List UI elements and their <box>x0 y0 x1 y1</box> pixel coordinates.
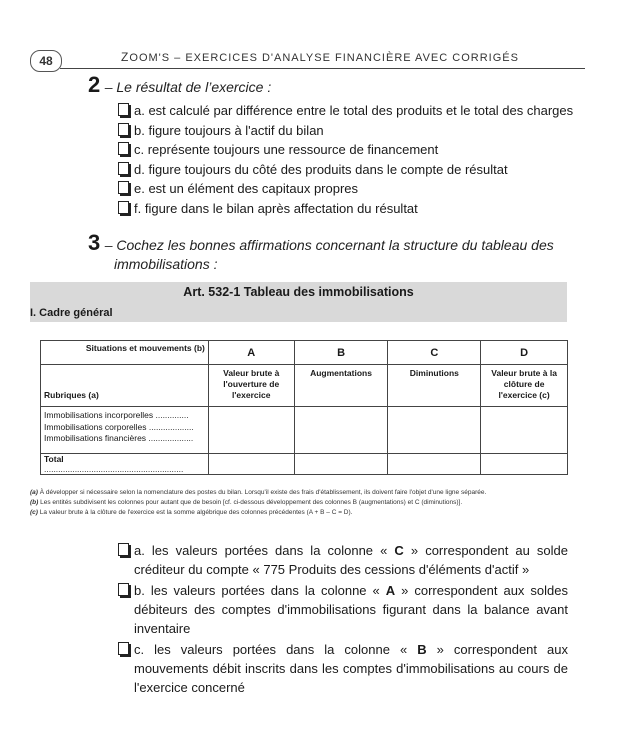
option-a[interactable]: a. est calculé par différence entre le total des produits et le total des charges <box>118 101 573 121</box>
question-3-options <box>118 541 568 697</box>
note-c: (c) La valeur brute à la clôture de l'exercice est la somme algébrique des colonnes précédentes (A + B – C = D). <box>30 509 353 516</box>
column-label-b: Augmentations <box>294 365 388 407</box>
checkbox-icon[interactable] <box>118 642 129 655</box>
total-b <box>294 454 388 475</box>
page-number: 48 <box>30 50 62 72</box>
note-b: (b) Les entités subdivisent les colonnes pour autant que de besoin [cf. ci-dessous développement des colonnes B (augmentations) et C (diminutions)]. <box>30 499 463 506</box>
question-2-heading <box>88 72 271 98</box>
checkbox-icon[interactable] <box>118 201 129 214</box>
cell-b <box>294 407 388 454</box>
checkbox-icon[interactable] <box>118 583 129 596</box>
checkbox-icon[interactable] <box>118 103 129 116</box>
total-c <box>388 454 481 475</box>
answer-a[interactable]: a. les valeurs portées dans la colonne « C » correspondent au solde créditeur du compte « 775 Produits des cessions d'éléments d'actif » <box>118 541 568 579</box>
total-row-label: Total ........................................................... <box>41 454 209 475</box>
checkbox-icon[interactable] <box>118 142 129 155</box>
total-a <box>208 454 294 475</box>
rubriques-rows <box>41 407 209 454</box>
column-label-a: Valeur brute à l'ouverture de l'exercice <box>208 365 294 407</box>
column-letter-d: D <box>481 341 568 365</box>
option-e[interactable]: e. est un élément des capitaux propres <box>118 179 573 199</box>
question-title: – Le résultat de l’exercice : <box>104 79 272 95</box>
column-letter-b: B <box>294 341 388 365</box>
row-financieres: Immobilisations financières ................... <box>44 433 194 443</box>
checkbox-icon[interactable] <box>118 123 129 136</box>
column-letter-c: C <box>388 341 481 365</box>
option-f[interactable]: f. figure dans le bilan après affectation du résultat <box>118 199 573 219</box>
cell-c <box>388 407 481 454</box>
option-b[interactable]: b. figure toujours à l'actif du bilan <box>118 121 573 141</box>
checkbox-icon[interactable] <box>118 162 129 175</box>
cell-d <box>481 407 568 454</box>
section-title: I. Cadre général <box>30 307 113 319</box>
cell-a <box>208 407 294 454</box>
article-title: Art. 532-1 Tableau des immobilisations <box>183 285 414 299</box>
question-2-options <box>118 101 573 218</box>
question-number: 3 <box>88 230 101 255</box>
question-title: – Cochez les bonnes affirmations concernant la structure du tableau des <box>104 237 554 253</box>
rubriques-header: Rubriques (a) <box>41 365 209 407</box>
header-rule <box>60 68 585 69</box>
checkbox-icon[interactable] <box>118 543 129 556</box>
checkbox-icon[interactable] <box>118 181 129 194</box>
situations-header: Situations et mouvements (b) <box>41 341 209 365</box>
question-number: 2 <box>88 72 101 97</box>
article-band <box>30 282 567 322</box>
table-notes <box>30 488 570 518</box>
row-incorporelles: Immobilisations incorporelles .............. <box>44 410 189 420</box>
note-a: (a) À développer si nécessaire selon la nomenclature des postes du bilan. Lorsqu'il existe des frais d'établissement, ils doivent faire l'objet d'une ligne séparée. <box>30 489 487 496</box>
column-letter-a: A <box>208 341 294 365</box>
option-c[interactable]: c. représente toujours une ressource de financement <box>118 140 573 160</box>
question-3-heading <box>88 230 568 272</box>
column-label-d: Valeur brute à la clôture de l'exercice (c) <box>481 365 568 407</box>
total-d <box>481 454 568 475</box>
immobilisations-table <box>40 340 568 475</box>
running-title: ZOOM'S – EXERCICES D'ANALYSE FINANCIÈRE AVEC CORRIGÉS <box>121 50 519 64</box>
answer-c[interactable]: c. les valeurs portées dans la colonne « B » correspondent aux mouvements débit inscrits dans les comptes d'immobilisations au cours de l'exercice concerné <box>118 640 568 697</box>
question-title-cont: immobilisations : <box>114 256 218 272</box>
answer-b[interactable]: b. les valeurs portées dans la colonne « A » correspondent aux soldes débiteurs des comptes d'immobilisations figurant dans la balance avant inventaire <box>118 581 568 638</box>
option-d[interactable]: d. figure toujours du côté des produits dans le compte de résultat <box>118 160 573 180</box>
row-corporelles: Immobilisations corporelles ................... <box>44 421 194 432</box>
column-label-c: Diminutions <box>388 365 481 407</box>
